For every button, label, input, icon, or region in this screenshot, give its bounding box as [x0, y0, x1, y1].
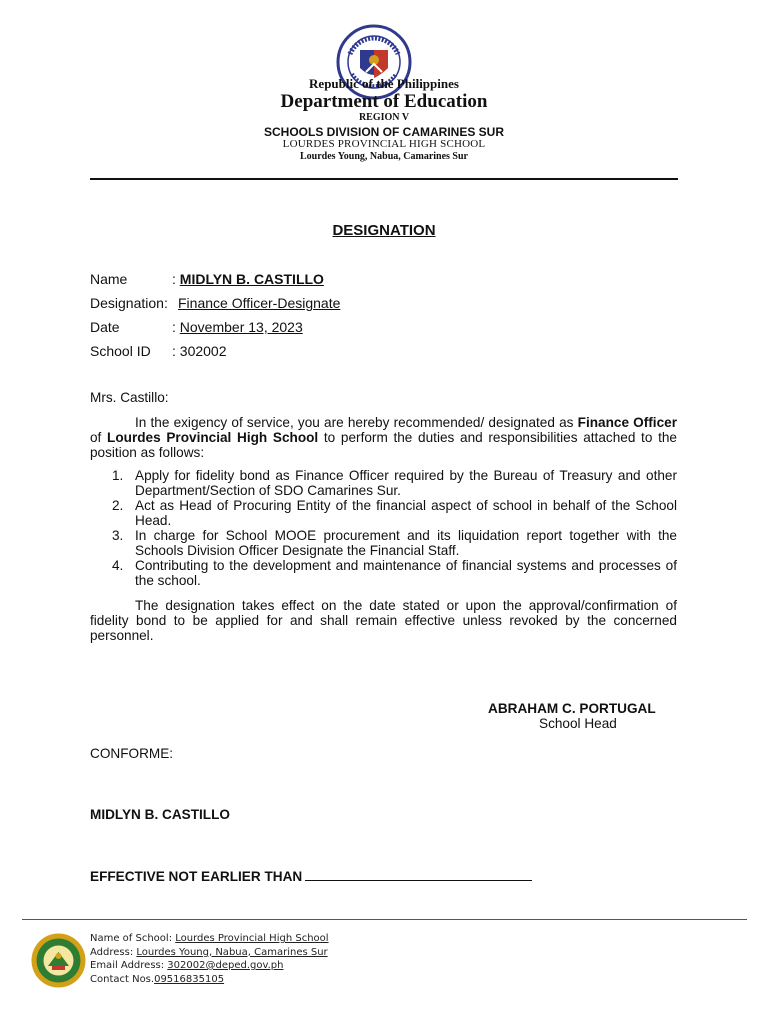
- footer-divider: [22, 919, 747, 920]
- signatory-name: ABRAHAM C. PORTUGAL: [488, 701, 656, 716]
- schoolid-value: 302002: [179, 343, 227, 359]
- closing-paragraph: The designation takes effect on the date stated or upon the approval/confirmation of fidelity bond to be applied for and shall remain effective unless revoked by the concerned personnel.: [90, 598, 677, 643]
- footer-school-label: Name of School:: [90, 933, 176, 944]
- list-item-text: Act as Head of Procuring Entity of the financial aspect of school in behalf of the School Head.: [135, 498, 677, 528]
- list-item: [90, 498, 677, 528]
- intro-bold-position: Finance Officer: [577, 415, 677, 430]
- document-title: DESIGNATION: [332, 222, 436, 239]
- footer-contact: [90, 973, 224, 987]
- intro-text-2: of: [90, 430, 108, 445]
- field-schoolid-value: : 302002: [172, 343, 227, 359]
- footer-email-link[interactable]: 302002@deped.gov.ph: [167, 960, 284, 971]
- footer-address-label: Address:: [90, 946, 137, 958]
- duties-list: [90, 468, 677, 588]
- date-value: November 13, 2023: [179, 319, 303, 335]
- header-republic: Republic of the Philippines: [309, 76, 459, 91]
- header-school: LOURDES PROVINCIAL HIGH SCHOOL: [282, 138, 486, 150]
- field-date-value: : November 13, 2023: [172, 319, 303, 335]
- field-schoolid-label: School ID: [90, 343, 151, 359]
- header-department: Department of Education: [280, 91, 488, 112]
- list-item-text: Apply for fidelity bond as Finance Officer required by the Bureau of Treasury and other Department/Section of SDO Camarines Sur.: [135, 468, 677, 498]
- intro-text-3: to perform the duties and responsibilities attached to the position as follows:: [90, 430, 677, 460]
- list-item-number: 3.: [112, 528, 124, 543]
- conforme-label: CONFORME:: [90, 746, 174, 761]
- footer-address-value: Lourdes Young, Nabua, Camarines Sur: [136, 946, 328, 958]
- effective-date-blank: [305, 867, 532, 881]
- field-designation-value: [178, 295, 340, 311]
- list-item-number: 1.: [112, 468, 124, 483]
- list-item: [90, 468, 677, 498]
- header-address: Lourdes Young, Nabua, Camarines Sur: [300, 151, 468, 162]
- list-item-number: 4.: [112, 558, 124, 573]
- footer-school: [90, 932, 329, 946]
- footer-email: [90, 959, 283, 973]
- intro-bold-school: Lourdes Provincial High School: [107, 430, 319, 445]
- conforme-name: MIDLYN B. CASTILLO: [90, 807, 230, 822]
- footer-contact-label: Contact Nos.: [90, 973, 155, 985]
- list-item: [90, 558, 677, 588]
- intro-text-1: In the exigency of service, you are hereby recommended/ designated as: [135, 415, 578, 430]
- list-item-number: 2.: [112, 498, 124, 513]
- effective-label: EFFECTIVE NOT EARLIER THAN: [90, 869, 303, 884]
- list-item: [90, 528, 677, 558]
- footer-email-label: Email Address:: [90, 960, 168, 971]
- school-seal-icon: [30, 932, 87, 989]
- intro-paragraph: [90, 415, 677, 460]
- list-item-text: Contributing to the development and maintenance of financial systems and processes of the school.: [135, 558, 677, 588]
- field-date-label: Date: [90, 319, 120, 335]
- field-designation-label: Designation:: [90, 295, 168, 311]
- signatory-title: School Head: [539, 716, 617, 731]
- footer-contact-value: 09516835105: [154, 973, 225, 985]
- name-value: MIDLYN B. CASTILLO: [179, 271, 324, 287]
- effective-line: [90, 867, 532, 884]
- field-name-value: : MIDLYN B. CASTILLO: [172, 271, 324, 287]
- field-name-label: Name: [90, 271, 128, 287]
- list-item-text: In charge for School MOOE procurement and its liquidation report together with the Schools Division Officer Designate the Financial Staff.: [135, 528, 677, 558]
- designation-value: Finance Officer-Designate: [178, 295, 341, 311]
- footer-address: [90, 946, 328, 960]
- header-region: REGION V: [358, 112, 410, 123]
- salutation: Mrs. Castillo:: [90, 390, 169, 405]
- footer-school-value: Lourdes Provincial High School: [175, 933, 329, 944]
- header-divider: [90, 178, 678, 180]
- header-division: SCHOOLS DIVISION OF CAMARINES SUR: [263, 125, 505, 139]
